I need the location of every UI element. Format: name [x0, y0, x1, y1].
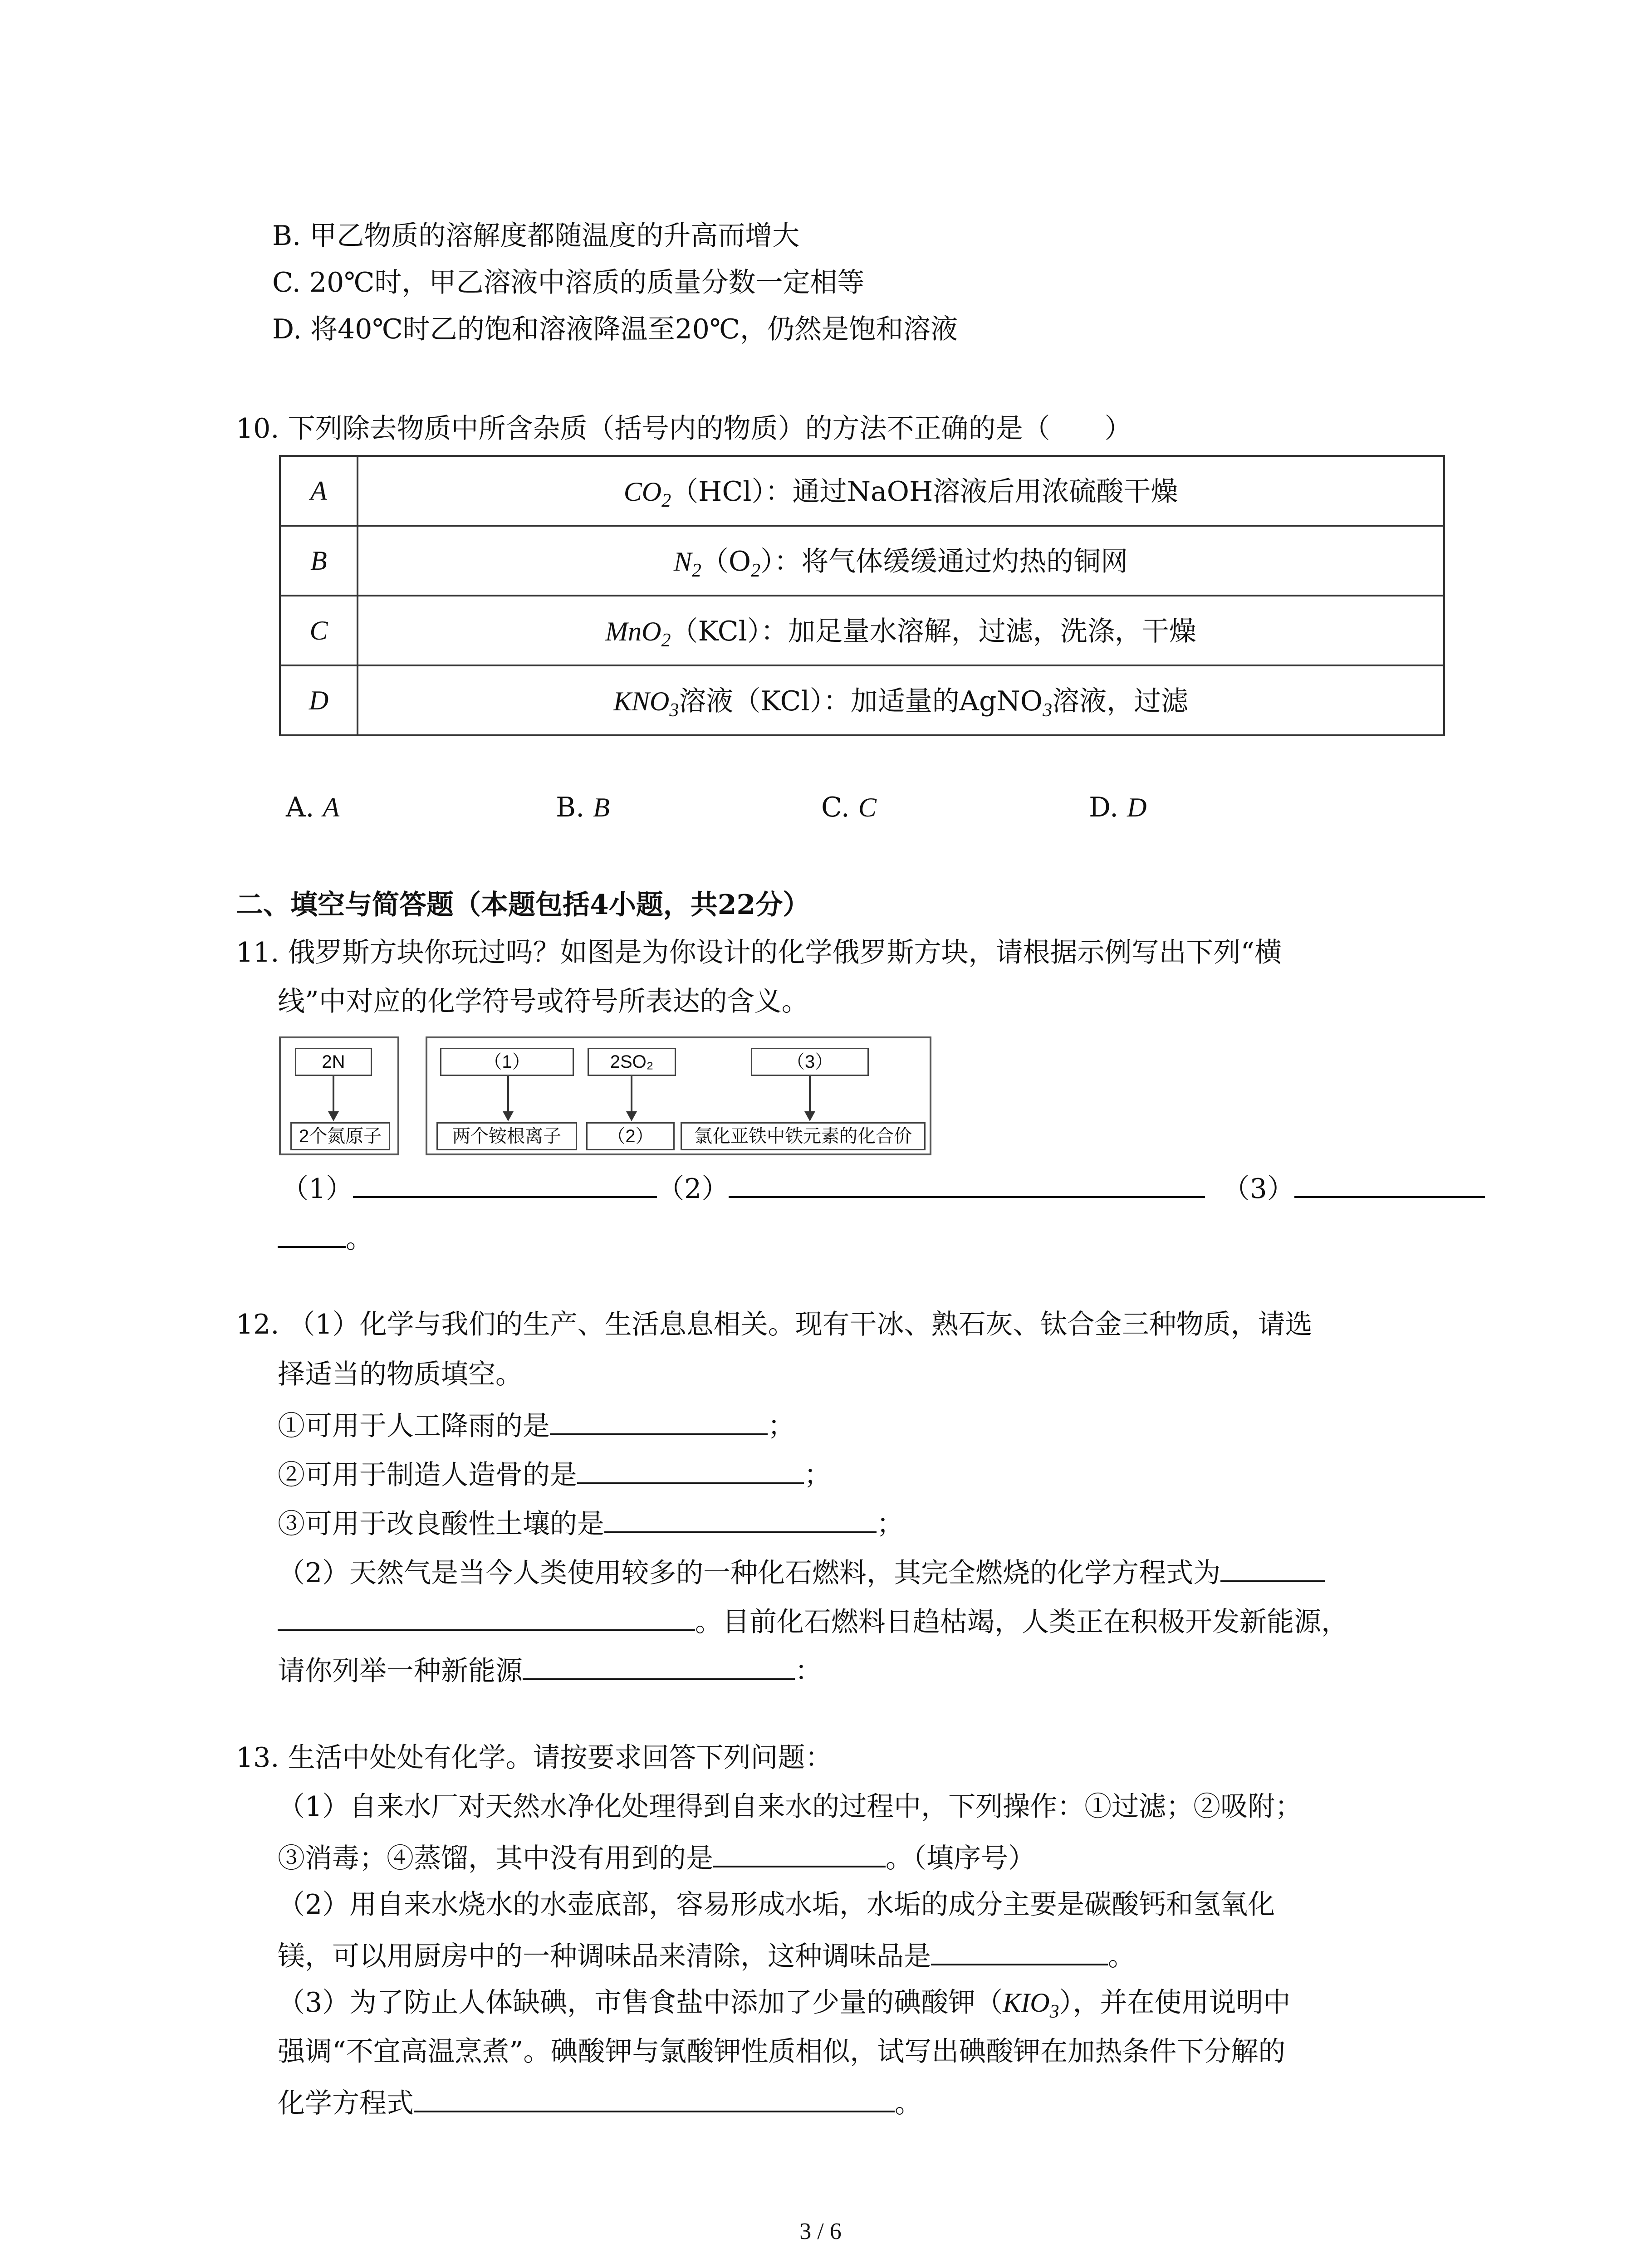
q10-row-label: D	[280, 665, 358, 735]
q10-choice-b[interactable]: B. B	[556, 792, 610, 823]
down-arrow-icon	[507, 1076, 509, 1112]
down-arrow-icon	[809, 1076, 811, 1112]
q13-part-1-b: ③消毒；④蒸馏，其中没有用到的是 。（填序号）	[278, 1838, 1035, 1877]
q13-part-3-b: 强调“不宜高温烹煮”。碘酸钾与氯酸钾性质相似，试写出碘酸钾在加热条件下分解的	[278, 2036, 1286, 2068]
q13-part-1-a: （1）自来水厂对天然水净化处理得到自来水的过程中，下列操作：①过滤；②吸附；	[278, 1791, 1303, 1823]
page-number: 3 / 6	[799, 2219, 842, 2244]
q9-option-b: B. 甲乙物质的溶解度都随温度的升高而增大	[272, 220, 800, 252]
q10-row-c	[280, 596, 1444, 665]
q11-line-1: 11. 俄罗斯方块你玩过吗？如图是为你设计的化学俄罗斯方块，请根据示例写出下列“横	[236, 937, 1282, 968]
q10-choice-d[interactable]: D. D	[1089, 792, 1147, 823]
q10-stem: 10. 下列除去物质中所含杂质（括号内的物质）的方法不正确的是（ ）	[236, 413, 1132, 445]
blank-1-top: （1）	[440, 1048, 574, 1076]
down-arrow-icon	[631, 1076, 632, 1112]
arrowhead-icon	[328, 1111, 339, 1121]
answer-blank-bone[interactable]	[577, 1454, 804, 1484]
ferrous-chloride-valence-label: 氯化亚铁中铁元素的化合价	[681, 1122, 926, 1150]
answer-blank-1[interactable]	[353, 1168, 657, 1198]
q10-row-method: $CO_2(HCl)$：通过NaOH溶液后用浓硫酸干燥	[358, 456, 1444, 526]
q10-row-method: $KNO_3$溶液（KCl）：加适量的AgNO$_3$溶液，过滤	[358, 665, 1444, 735]
q10-row-b	[280, 526, 1444, 596]
answer-blank-soil[interactable]	[604, 1503, 877, 1533]
q10-row-method: MnO$_2$（KCl）：加足量水溶解，过滤，洗涤，干燥	[358, 596, 1444, 665]
blank-2-bottom: （2）	[586, 1122, 675, 1150]
answer-blank-energy[interactable]	[523, 1650, 795, 1680]
q11-line-2: 线”中对应的化学符号或符号所表达的含义。	[278, 986, 809, 1017]
q12-part-2-b: 。目前化石燃料日趋枯竭，人类正在积极开发新能源，	[278, 1601, 1348, 1640]
q12-item-2: ②可用于制造人造骨的是 ；	[278, 1454, 831, 1493]
q10-row-label: A	[280, 456, 358, 526]
q13-part-2-a: （2）用自来水烧水的水壶底部，容易形成水垢，水垢的成分主要是碳酸钙和氢氧化	[278, 1889, 1275, 1921]
answer-blank-equation-cont[interactable]	[278, 1601, 695, 1631]
q10-row-label: B	[280, 526, 358, 596]
q10-row-method: $N_2(O_2)$：将气体缓缓通过灼热的铜网	[358, 526, 1444, 596]
down-arrow-icon	[333, 1076, 334, 1112]
answer-blank-2[interactable]	[729, 1168, 1205, 1198]
q10-choice-c[interactable]: C. C	[821, 792, 877, 823]
answer-blank-3[interactable]	[1294, 1168, 1485, 1198]
q12-item-3: ③可用于改良酸性土壤的是 ；	[278, 1503, 904, 1542]
q9-option-d: D. 将40℃时乙的饱和溶液降温至20℃，仍然是饱和溶液	[272, 313, 958, 345]
q11-answer-cont: 。	[278, 1218, 373, 1257]
q10-choice-a[interactable]: A. A	[286, 792, 340, 823]
arrowhead-icon	[626, 1111, 637, 1121]
arrowhead-icon	[804, 1111, 815, 1121]
arrowhead-icon	[503, 1111, 514, 1121]
q13-part-2-b: 镁，可以用厨房中的一种调味品来清除，这种调味品是 。	[278, 1936, 1135, 1975]
ammonium-ions-label: 两个铵根离子	[436, 1122, 577, 1150]
q12-line-2: 择适当的物质填空。	[278, 1359, 523, 1390]
q12-part-2-c: 请你列举一种新能源 ：	[278, 1650, 822, 1689]
q13-line-1: 13. 生活中处处有化学。请按要求回答下列问题：	[236, 1742, 833, 1774]
example-meaning: 2个氮原子	[290, 1122, 390, 1150]
q9-option-c: C. 20℃时，甲乙溶液中溶质的质量分数一定相等	[272, 267, 865, 298]
answer-blank-equation[interactable]	[1220, 1552, 1325, 1582]
section-2-title: 二、填空与简答题（本题包括4小题，共22分）	[236, 889, 810, 921]
q10-table	[279, 455, 1445, 736]
answer-blank-process[interactable]	[713, 1838, 886, 1867]
answer-blank-seasoning[interactable]	[931, 1936, 1108, 1965]
q12-line-1: 12. （1）化学与我们的生产、生活息息相关。现有干冰、熟石灰、钛合金三种物质，请选	[236, 1309, 1313, 1340]
answer-blank-3-cont[interactable]	[278, 1218, 346, 1248]
blank-3-top: （3）	[751, 1048, 869, 1076]
q13-part-3-a: （3）为了防止人体缺碘，市售食盐中添加了少量的碘酸钾$(KIO_3)$，并在使用说明中	[278, 1987, 1291, 2022]
q12-item-1: ①可用于人工降雨的是 ；	[278, 1405, 795, 1444]
q12-part-2-a: （2）天然气是当今人类使用较多的一种化石燃料，其完全燃烧的化学方程式为	[278, 1552, 1325, 1591]
q11-answer-row: （1） （2） （3）	[281, 1168, 1485, 1207]
q13-part-3-c: 化学方程式 。	[278, 2082, 922, 2121]
q10-row-a	[280, 456, 1444, 526]
answer-blank-decomposition[interactable]	[414, 2082, 895, 2112]
answer-blank-rain[interactable]	[550, 1405, 768, 1435]
example-symbol: 2N	[295, 1048, 372, 1076]
q10-row-label: C	[280, 596, 358, 665]
q10-row-d	[280, 665, 1444, 735]
sulfur-dioxide-symbol: 2SO₂	[588, 1048, 676, 1076]
